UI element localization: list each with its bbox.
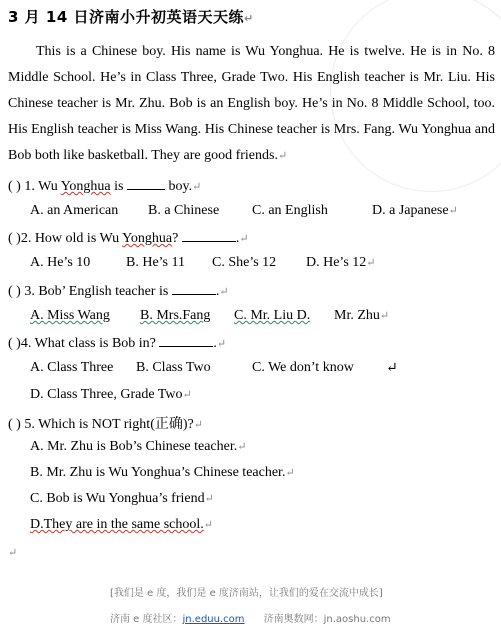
option-a: A. Class Three [30, 360, 114, 375]
option-d: D. Class Three, Grade Two↵ [30, 387, 192, 402]
community-link[interactable]: jn.eduu.com [182, 614, 245, 625]
option-b: B. Mrs.Fang [140, 308, 211, 323]
answer-blank [159, 334, 213, 347]
question-2: ( )2. How old is Wu Yonghua? .↵ [8, 231, 249, 246]
option-d: D.They are in the same school.↵ [30, 517, 213, 532]
option-c: C. an English [252, 203, 328, 218]
option-b: B. a Chinese [148, 203, 220, 218]
passage-text: This is a Chinese boy. His name is Wu Yonghua. He is twelve. He is in No. 8 Middle School. He’s in Class Three, Grade Two. His English teacher is Mr. Liu. His Chinese teacher is Mr. Zhu. Bob is an English boy. He’s in No. 8 Middle School, too. His English teacher is Miss Wang. His Chinese teacher is Mrs. Fang. Wu Yonghua and Bob both like basketball. They are good friends. [8, 44, 495, 163]
footer-links: 济南 e 度社区：jn.eduu.com 济南奥数网：jn.aoshu.com [110, 614, 391, 625]
page-title: 3 月 14 日济南小升初英语天天练↵ [8, 8, 254, 26]
option-d: D. a Japanese↵ [372, 203, 458, 218]
reading-passage: This is a Chinese boy. His name is Wu Yonghua. He is twelve. He is in No. 8 Middle School. He’s in Class Three, Grade Two. His English teacher is Mr. Liu. His Chinese teacher is Mr. Zhu. Bob is an English boy. He’s in No. 8 Middle School, too. His English teacher is Miss Wang. His Chinese teacher is Mrs. Fang. Wu Yonghua and Bob both like basketball. They are good friends.↵ [8, 44, 495, 163]
option-c: C. Mr. Liu D. [234, 308, 311, 323]
option-c: C. Bob is Wu Yonghua’s friend↵ [30, 491, 214, 506]
option-a: A. He’s 10 [30, 255, 91, 270]
option-c: C. She’s 12 [212, 255, 277, 270]
answer-blank [127, 177, 165, 190]
option-a: A. Miss Wang [30, 308, 110, 323]
option-d: D. He’s 12↵ [306, 255, 376, 270]
question-3: ( ) 3. Bob’ English teacher is .↵ [8, 284, 229, 299]
option-b: B. He’s 11 [126, 255, 185, 270]
option-a: A. Mr. Zhu is Bob’s Chinese teacher.↵ [30, 439, 247, 454]
option-d: Mr. Zhu↵ [334, 308, 390, 323]
question-1: ( ) 1. Wu Yonghua is boy.↵ [8, 179, 202, 194]
footer-slogan: [我们是 e 度，我们是 e 度济南站，让我们的爱在交流中成长] [110, 588, 383, 599]
aoshu-link[interactable]: 济南奥数网：jn.aoshu.com [263, 614, 391, 625]
answer-blank [172, 282, 216, 295]
question-5: ( ) 5. Which is NOT right(正确)?↵ [8, 417, 203, 432]
option-c: C. We don’t know [252, 360, 354, 375]
question-4: ( )4. What class is Bob in? .↵ [8, 336, 227, 351]
paragraph-mark: ↵ [386, 361, 398, 376]
answer-blank [182, 229, 236, 242]
paragraph-mark: ↵ [8, 547, 18, 559]
option-b: B. Mr. Zhu is Wu Yonghua’s Chinese teacher.↵ [30, 465, 295, 480]
option-b: B. Class Two [136, 360, 211, 375]
option-a: A. an American [30, 203, 119, 218]
